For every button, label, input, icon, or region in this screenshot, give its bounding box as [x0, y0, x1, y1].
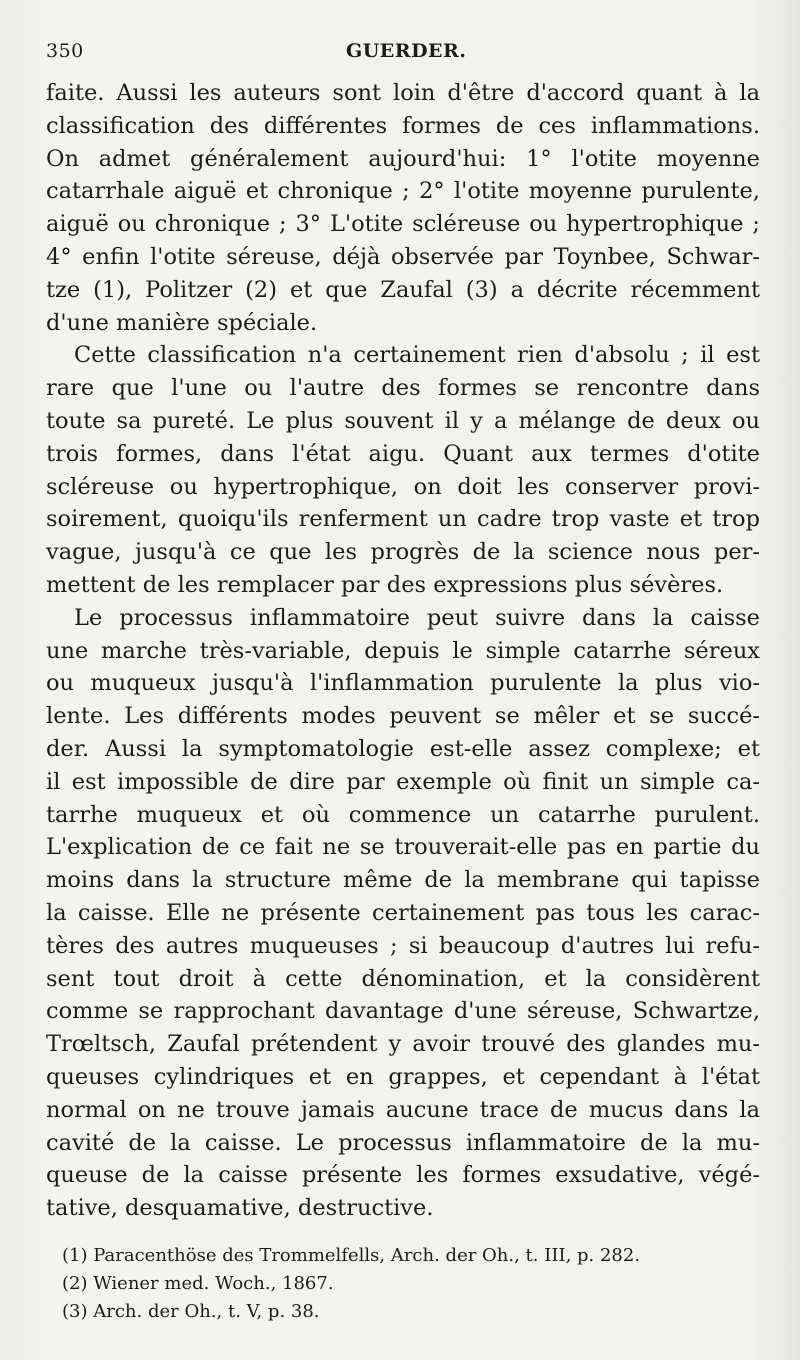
text-line: rare que l'une ou l'autre des formes se rencontre dans: [46, 375, 760, 402]
running-head: GUERDER.: [346, 40, 467, 62]
text-line: toute sa pureté. Le plus souvent il y a mélange de deux ou: [46, 407, 760, 434]
footnote: (3) Arch. der Oh., t. V, p. 38.: [62, 1301, 320, 1322]
text-line: cavité de la caisse. Le processus inflammatoire de la mu-: [46, 1129, 760, 1156]
text-line: il est impossible de dire par exemple où finit un simple ca-: [46, 768, 760, 795]
text-line: la caisse. Elle ne présente certainement pas tous les carac-: [46, 899, 760, 926]
footnotes: [62, 1242, 752, 1326]
text-line: aiguë ou chronique ; 3° L'otite scléreuse ou hypertrophique ;: [46, 211, 760, 238]
text-line: queuses cylindriques et en grappes, et cependant à l'état: [46, 1063, 760, 1090]
text-line: 4° enfin l'otite séreuse, déjà observée par Toynbee, Schwar-: [46, 243, 760, 270]
footnote: (2) Wiener med. Woch., 1867.: [62, 1273, 334, 1294]
text-line: catarrhale aiguë et chronique ; 2° l'otite moyenne purulente,: [46, 178, 760, 205]
page-header: [46, 32, 760, 66]
text-line: faite. Aussi les auteurs sont loin d'être d'accord quant à la: [46, 80, 760, 106]
text-line: tze (1), Politzer (2) et que Zaufal (3) a décrite récemment: [46, 276, 760, 303]
text-line: une marche très-variable, depuis le simple catarrhe séreux: [46, 637, 760, 664]
text-line: comme se rapprochant davantage d'une séreuse, Schwartze,: [46, 998, 760, 1025]
text-line: tères des autres muqueuses ; si beaucoup d'autres lui refu-: [46, 932, 760, 959]
page-number: 350: [46, 40, 84, 62]
text-line: queuse de la caisse présente les formes exsudative, végé-: [46, 1162, 760, 1189]
text-line: ou muqueux jusqu'à l'inflammation purulente la plus vio-: [46, 670, 760, 697]
text-line: Cette classification n'a certainement rien d'absolu ; il est: [74, 342, 760, 369]
text-line: lente. Les différents modes peuvent se mêler et se succé-: [46, 703, 760, 730]
text-line: tarrhe muqueux et où commence un catarrhe purulent.: [46, 801, 760, 828]
text-line: d'une manière spéciale.: [46, 309, 318, 336]
text-line: trois formes, dans l'état aigu. Quant aux termes d'otite: [46, 440, 760, 467]
footnote: (1) Paracenthöse des Trommelfells, Arch. der Oh., t. III, p. 282.: [62, 1245, 641, 1266]
text-line: mettent de les remplacer par des expressions plus sévères.: [46, 571, 724, 598]
body-text: [46, 77, 760, 1225]
text-line: scléreuse ou hypertrophique, on doit les conserver provi-: [46, 473, 760, 500]
text-line: der. Aussi la symptomatologie est-elle assez complexe; et: [46, 735, 760, 762]
text-line: Le processus inflammatoire peut suivre dans la caisse: [74, 604, 760, 631]
text-line: L'explication de ce fait ne se trouverait-elle pas en partie du: [46, 834, 760, 861]
text-line: classification des différentes formes de ces inflammations.: [46, 112, 760, 139]
text-line: vague, jusqu'à ce que les progrès de la science nous per-: [46, 539, 760, 566]
text-line: moins dans la structure même de la membrane qui tapisse: [46, 867, 760, 894]
text-line: normal on ne trouve jamais aucune trace de mucus dans la: [46, 1096, 760, 1123]
text-line: soirement, quoiqu'ils renferment un cadre trop vaste et trop: [46, 506, 760, 533]
text-line: sent tout droit à cette dénomination, et la considèrent: [46, 965, 760, 992]
text-line: tative, desquamative, destructive.: [46, 1195, 434, 1222]
text-line: Trœltsch, Zaufal prétendent y avoir trouvé des glandes mu-: [46, 1031, 760, 1058]
text-line: On admet généralement aujourd'hui: 1° l'otite moyenne: [46, 145, 760, 172]
